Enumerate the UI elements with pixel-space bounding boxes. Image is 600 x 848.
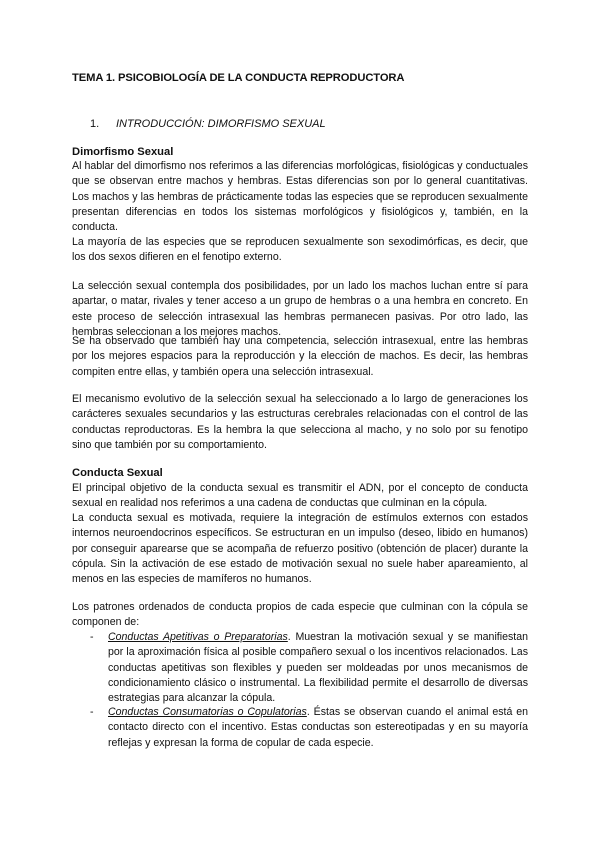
bullet-dash: - <box>90 706 94 718</box>
bullet-dash: - <box>90 631 94 643</box>
page-title: TEMA 1. PSICOBIOLOGÍA DE LA CONDUCTA REPRODUCTORA <box>72 72 405 84</box>
section-title-text: INTRODUCCIÓN: DIMORFISMO SEXUAL <box>116 118 326 130</box>
list-item <box>90 705 528 751</box>
paragraph-conducta-3: Los patrones ordenados de conducta propios de cada especie que culminan con la cópula se componen de: <box>72 601 528 629</box>
paragraph-conducta-2: La conducta sexual es motivada, requiere la integración de estímulos externos con estados internos neuroendocrinos específicos. Se estructuran en un impulso (deseo, libido en humanos) por conseguir aparearse que se acompaña de refuerzo positivo (obtención de placer) durante la cópula. Sin la activación de ese estado de motivación sexual no suele haber apareamiento, al menos en las especies de mamíferos no humanos. <box>72 512 528 586</box>
term-consumatorias: Conductas Consumatorias o Copulatorias <box>108 706 307 718</box>
list-item-text <box>108 630 528 706</box>
list-item-text <box>108 705 528 751</box>
paragraph-conducta-1: El principal objetivo de la conducta sexual es transmitir el ADN, por el concepto de conducta sexual en realidad nos referimos a una cadena de conductas que culminan en la cópula. <box>72 482 528 510</box>
heading-dimorfismo: Dimorfismo Sexual <box>72 146 174 158</box>
paragraph-dimorfismo-2: La mayoría de las especies que se reproducen sexualmente son sexodimórficas, es decir, que los dos sexos difieren en el fenotipo externo. <box>72 236 528 264</box>
paragraph-dimorfismo-3: La selección sexual contempla dos posibilidades, por un lado los machos luchan entre sí para apartar, o matar, rivales y tener acceso a un grupo de hembras o a una hembra en concreto. En este proceso de selección intrasexual las hembras permanecen pasivas. Por otro lado, las hembras seleccionan a los mejores machos. <box>72 280 528 338</box>
section-number: 1. <box>90 118 100 130</box>
term-apetitivas: Conductas Apetitivas o Preparatorias <box>108 631 288 643</box>
list-item <box>90 630 528 706</box>
section-title <box>90 118 326 130</box>
paragraph-dimorfismo-1: Al hablar del dimorfismo nos referimos a las diferencias morfológicas, fisiológicas y conductuales que se observan entre machos y hembras. Estas diferencias son por lo general cuantitativas. Los machos y las hembras de prácticamente todas las especies que se reproducen sexualmente presentan diferencias en todos los sistemas morfológicos y fisiológicos y, también, en la conducta. <box>72 160 528 234</box>
heading-conducta: Conducta Sexual <box>72 467 163 479</box>
paragraph-dimorfismo-4: Se ha observado que también hay una competencia, selección intrasexual, entre las hembras por los mejores espacios para la reproducción y la elección de machos. Es decir, las hembras compiten entre ellas, y también opera una selección intrasexual. <box>72 335 528 378</box>
bullet-1-text: . Muestran la motivación sexual y se manifiestan por la aproximación física al posible compañero sexual o los incentivos relacionados. Las conductas apetitivas son flexibles y pueden ser moldeadas por unos mecanismos de condicionamiento clásico o instrumental. La flexibilidad permite el desarrollo de diversas estrategias para alcanzar la cópula. <box>108 631 529 705</box>
paragraph-dimorfismo-5: El mecanismo evolutivo de la selección sexual ha seleccionado a lo largo de generaciones los carácteres sexuales secundarios y las estructuras cerebrales relacionadas con el control de las conductas reproductoras. Es la hembra la que selecciona al macho, y no solo por su fenotipo sino que también por su comportamiento. <box>72 393 528 451</box>
bullet-2-text: . Éstas se observan cuando el animal está en contacto directo con el incentivo. Estas conductas son estereotipadas y en su mayoría reflejas y expresan la forma de copular de cada especie. <box>108 706 528 749</box>
